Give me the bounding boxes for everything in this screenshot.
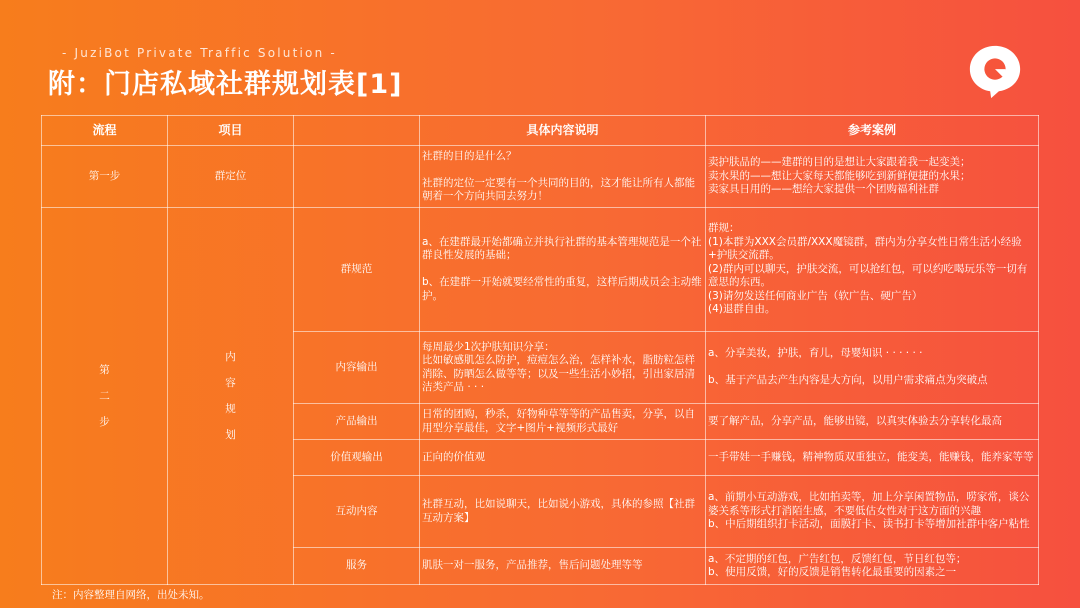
item-cell: 群定位 bbox=[168, 146, 294, 208]
content-cell: 正向的价值观 bbox=[420, 440, 706, 476]
content-cell: 社群互动，比如说聊天，比如说小游戏，具体的参照【社群互动方案】 bbox=[420, 476, 706, 548]
example-cell: 卖护肤品的——建群的目的是想让大家跟着我一起变美； 卖水果的——想让大家每天都能够吃到新鲜便捷的水果； 卖家具日用的——想给大家提供一个团购福利社群 bbox=[706, 146, 1039, 208]
community-plan-table bbox=[41, 115, 1039, 585]
content-cell: 肌肤一对一服务，产品推荐，售后问题处理等等 bbox=[420, 548, 706, 585]
content-cell: 每周最少1次护肤知识分享： 比如敏感肌怎么防护，痘痘怎么治，怎样补水，脂肪粒怎样消除、防晒怎么做等等；以及一些生活小妙招，引出家居清洁类产品 · · · bbox=[420, 332, 706, 404]
content-plan-label: 内 容 规 划 bbox=[225, 351, 236, 441]
example-cell: a、前期小互动游戏，比如拍卖等，加上分享闲置物品，唠家常，谈公婆关系等形式打消陌生感，不要低估女性对于这方面的兴趣 b、中后期组织打卡活动，面膜打卡、读书打卡等增加社群中客户粘性 bbox=[706, 476, 1039, 548]
example-cell: 要了解产品，分享产品，能够出镜，以真实体验去分享转化最高 bbox=[706, 404, 1039, 440]
subitem-cell: 服务 bbox=[294, 548, 420, 585]
speech-bubble-logo-icon bbox=[966, 42, 1024, 100]
header-process: 流程 bbox=[42, 116, 168, 146]
example-cell: a、分享美妆，护肤，育儿，母婴知识 · · · · · · b、基于产品去产生内容是大方向，以用户需求痛点为突破点 bbox=[706, 332, 1039, 404]
example-cell: a、不定期的红包，广告红包，反馈红包，节日红包等； b、使用反馈，好的反馈是销售转化最重要的因素之一 bbox=[706, 548, 1039, 585]
step-two-label: 第 二 步 bbox=[99, 364, 110, 428]
page-title: 附：门店私域社群规划表[1] bbox=[48, 69, 403, 100]
process-cell bbox=[42, 208, 168, 585]
subitem-cell: 内容输出 bbox=[294, 332, 420, 404]
subitem-cell: 群规范 bbox=[294, 208, 420, 332]
footnote: 注：内容整理自网络，出处未知。 bbox=[52, 589, 210, 601]
subitem-cell: 价值观输出 bbox=[294, 440, 420, 476]
header-item: 项目 bbox=[168, 116, 294, 146]
subitem-cell bbox=[294, 146, 420, 208]
table-row bbox=[42, 146, 1039, 208]
header-content: 具体内容说明 bbox=[420, 116, 706, 146]
header-example: 参考案例 bbox=[706, 116, 1039, 146]
item-cell bbox=[168, 208, 294, 585]
example-cell: 一手带娃一手赚钱，精神物质双重独立，能变美，能赚钱，能养家等等 bbox=[706, 440, 1039, 476]
example-cell: 群规： (1)本群为XXX会员群/XXX魔镜群，群内为分享女性日常生活小经验+护肤交流群。 (2)群内可以聊天，护肤交流，可以抢红包，可以约吃喝玩乐等一切有意思的东西。 (3)请勿发送任何商业广告（软广告、硬广告） (4)退群自由。 bbox=[706, 208, 1039, 332]
header-subitem bbox=[294, 116, 420, 146]
subitem-cell: 互动内容 bbox=[294, 476, 420, 548]
header-subtitle: - JuziBot Private Traffic Solution - bbox=[62, 46, 337, 60]
content-cell: 社群的目的是什么？ 社群的定位一定要有一个共同的目的，这才能让所有人都能朝着一个方向共同去努力！ bbox=[420, 146, 706, 208]
content-cell: 日常的团购，秒杀，好物种草等等的产品售卖，分享，以自用型分享最佳，文字+图片+视频形式最好 bbox=[420, 404, 706, 440]
table-row bbox=[42, 208, 1039, 332]
process-cell: 第一步 bbox=[42, 146, 168, 208]
content-cell: a、在建群最开始都确立并执行社群的基本管理规范是一个社群良性发展的基础； b、在建群一开始就要经常性的重复，这样后期成员会主动维护。 bbox=[420, 208, 706, 332]
subitem-cell: 产品输出 bbox=[294, 404, 420, 440]
table-header-row bbox=[42, 116, 1039, 146]
